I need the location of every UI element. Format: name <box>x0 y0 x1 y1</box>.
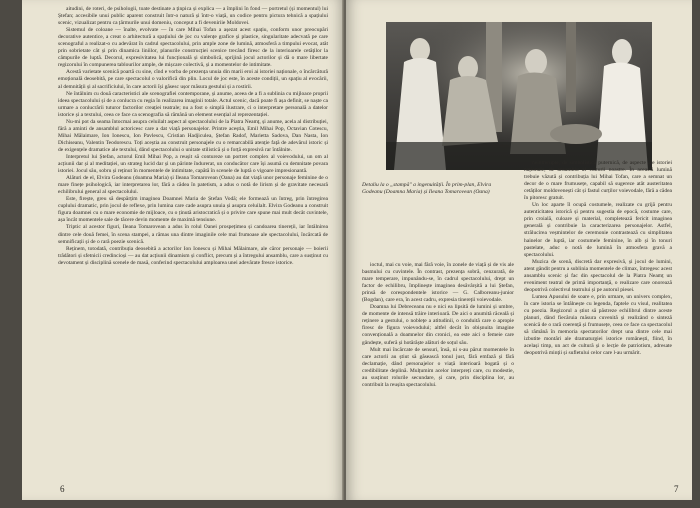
paragraph: ioctul, mai cu voie, mai fără voie, în zonele de viață și de vis ale basmului cu cuvintele. În contrast, prezența sobră, cenzurată, de mare temperare, impunându-se, în cadrul spectacolului, drept un factor de echilibru, împlinește imaginea desăvârșită a lui Ștefan, prinsă de corespondentele istorice — G. Calboreanu-junior (Bogdan), care era, în acest cadru, expresia tinereții voievodale. <box>362 262 514 304</box>
page-number-right: 7 <box>674 484 679 494</box>
paragraph: aitudini, de roteri, de psihologii, toate destinate a ținpica și explica — a împlini în fond — portretul (și momentul) lui Ștefan; accesibile unui public aparent construit într-o natură și într-o viață, un codice pentru pictura tehnică a spațiului scenic, vizualizat pentru ca țărmurile unui domeniu, conceput a fi deveniriie Moldovei. <box>58 6 328 27</box>
right-page <box>346 0 692 500</box>
paragraph: Interpretul lui Ștefan, actorul Emil Mihai Pop, a reușit să contureze un portret complex al voievodului, un om al acțiunii dar și al meditației, un strateg lucid dar și un părinte îndurerat, un conducător care își asumă cu demnitate povara istoriei. Jocul său, sobru și reținut în momentele de intimitate, capătă în scenele de luptă o vigoare impresionantă. <box>58 153 328 175</box>
paragraph: Un loc aparte îl ocupă costumele, realizate cu grijă pentru autenticitatea istorică și pentru sugestia de epocă, costume care, prin croială, culoare și material, completează fericit imaginea generală și contribuie la caracterizarea personajelor. Astfel, strălucirea veșmintelor de ceremonie contrastează cu simplitatea hainelor de luptă, iar costumele feminine, în alb și în tonuri pastelate, aduc o notă de lumină în atmosfera gravă a spectacolului. <box>524 202 672 258</box>
paragraph: Reținem, totodată, contribuția deosebită a actorilor Ion Ionescu și Mihai Mălaimare, ale căror personaje — boierii trădători și sfetnicii credincioși — au dat acțiunii dinamism și conflict, precum și a întregului ansamblu, care a susținut cu devotament și disciplină scenele de masă, conferind spectacolului amploarea unei adevărate fresce istorice. <box>58 245 328 266</box>
paragraph: Ne întâlnim cu două caracteristici ale scenografiei contemporane, și anume, aceea de a fi a sublinia cu mijloace proprii ideea spectacolului și de a conlucra cu regia în realizarea imaginii totale. Actul scenic, dacă poate fi așa definit, se naște ca urmare a conlucrării tuturor factorilor creației teatrale; nu a fost o simplă ilustrare, ci o interpretare personală a datelor istorice și a textului, ceea ce face ca scenografia să rămână un element esențial al reprezentației. <box>58 90 328 118</box>
paragraph: Este, firește, greu să despărțim imaginea Doamnei Maria de Ștefan Vodă; ele formează un întreg, prin întregirea cuplului dramatic, prin jocul de reflexe, prin lumina care cade asupra unuia și asupra celuilalt. Elvira Godeanu a construit figura doamnei cu o mare economie de mijloace, cu o ținută aristocratică și o privire care spune mai mult decât cuvintele, așa încât momentele sale de tăcere devin momente de maximă tensiune. <box>58 196 328 224</box>
paragraph: Acestă varietate scenică poartă cu sine, cînd e vorba de prezența unuia din marii eroi ai istoriei naționale, o încărcătură emoțională deosebită, pe care spectacolul o valorifică din plin. Locul de joc este, în aceste condiții, un spațiu al evocării, al demnității și al sacrificiului, în care actorii își găsesc ușor măsura gestului și a rostirii. <box>58 69 328 90</box>
paragraph: Triptic al acestor figuri, Ileana Tomarovean a adus în rolul Oanei prospețimea și candoarea tinereții, iar întâlnirea dintre cele două femei, în scena stampei, a rămas una dintre imaginile cele mai frumoase ale spectacolului, încărcată de semnificații și de o rară poezie scenică. <box>58 224 328 245</box>
paragraph: Mult mai încărcate de sensuri, însă, ni s-au părut momentele în care actorii au știut să găsească tonul just, fără emfază și fără declamație, dând personajelor o viață interioară bogată și o credibilitate deplină. Mulțumim acelor interpreți care, cu modestie, au susținut rolurile secundare, și care, prin disciplina lor, au contribuit la reușita spectacolului. <box>362 346 514 388</box>
left-text-column <box>58 6 328 478</box>
paragraph: neîntrerupte, de simbolistică puternică, de aspecte ale istoriei naționale, de ansamblu al culturii noastre. În această lumină trebuie văzută și contribuția lui Mihai Tofan, care a semnat un decor de o mare frumusețe, capabil să sugereze atât austeritatea cetăților moldovenești cât și fastul curților voievodale, fără a cădea în pitoresc gratuit. <box>524 160 672 202</box>
paragraph: Muzica de scenă, discretă dar expresivă, și jocul de lumini, atent gândit pentru a sublinia momentele de climax, întregesc acest ansamblu scenic și fac din spectacolul de la Piatra Neamț un eveniment teatral de primă importanță, o realizare care onorează deopotrivă colectivul teatrului și pe autorul piesei. <box>524 258 672 293</box>
paragraph: Nu-mi pot da seama întocmai asupra celuilalt aspect al spectacolului de la Piatra Neamț, și anume, acela al distribuției, fără a aminti de ansamblul actoricesc care a dat viață personajelor. Printre aceștia, Emil Mihai Pop, Octavian Cotescu, Mihai Mălaimare, Ion Ionescu, Ion Pavlescu, Cristian Hadjiculea, Ștefan Radof, Marietta Sadova, Dan Nasta, Ion Dichiseanu, Valentin Teodorescu. Toți aceștia au construit personajele cu o remarcabilă atenție față de adevărul istoric și de exigențele dramatice ale textului, dând spectacolului o unitate stilistică și o forță expresivă rar întâlnite. <box>58 118 328 153</box>
right-text-column-2 <box>524 160 672 468</box>
paragraph: Lumea Apusului de soare e, prin urmare, un univers complex, în care istoria se întâlnește cu legenda, faptele cu visul, realitatea cu poezia. Regizorul a știut să păstreze echilibrul dintre aceste planuri, dând fiecăruia măsura cuvenită și realizând o sinteză scenică de o rară coerență și frumusețe, ceea ce face ca spectacolul să rămână în memoria spectatorilor drept una dintre cele mai izbutite montări ale dramaturgiei istorice românești, fiind, în același timp, un act de cultură și o lecție de patriotism, adresate deopotrivă minții și sufletului celor care l-au urmărit. <box>524 293 672 357</box>
left-page <box>22 0 344 500</box>
right-text-column-1 <box>362 262 514 467</box>
stage-photo-icon <box>386 22 652 170</box>
photo-caption: Detaliu la o „stampă" a ingenuității. În prim-plan, Elvira Godeanu (Doamna Maria) și Ileana Tomarovean (Oana) <box>362 182 492 196</box>
page-number-left: 6 <box>60 484 65 494</box>
paragraph: Sistemul de coloane — înalte, evolvate — în care Mihai Tofan a așezat acest spațiu, conform unor preocupări decorative autentice, a creat o arhitectură a spațiului de joc cu valențe grafice și plastice, singularitate adecvată pe care scenograful a realizat-o cu adevărat în cadrul spectacolului, prin ample zone de lumină, atmosferă a timpului evocat, atât prin sobrietate cât și prin dinamica liniilor, planurile construcției scenice trecând firesc de la interioarele cetăților la câmpurile de luptă. Decorul, expresivitatea lui funcțională și simbolică, sprijină jocul actorilor și dă o mare libertate regizorului în compunerea tablourilor ample, de mișcare colectivă, și a momentelor de intimitate. <box>58 27 328 69</box>
paragraph: Doamna lui Debreceanu nu e nici ea lipsită de lumini și umbre, de momente de intensă trăire interioară. De aici o anumită răceală și reținere a gestului, o noblețe a atitudinii, o conduită care o apropie firesc de figura voievodului; altfel decât în obișnuita imagine convențională a doamnelor din cronici, ea este aici o femeie care gândește, suferă și hotărăște alături de soțul său. <box>362 304 514 346</box>
paragraph: Alături de el, Elvira Godeanu (doamna Maria) și Ileana Tomarovean (Oana) au dat viață unor personaje feminine de o mare finețe psihologică, iar interpretarea lor, fără a cădea în patetism, a adus o notă de lirism și de gravitate necesară echilibrului general al spectacolului. <box>58 175 328 196</box>
